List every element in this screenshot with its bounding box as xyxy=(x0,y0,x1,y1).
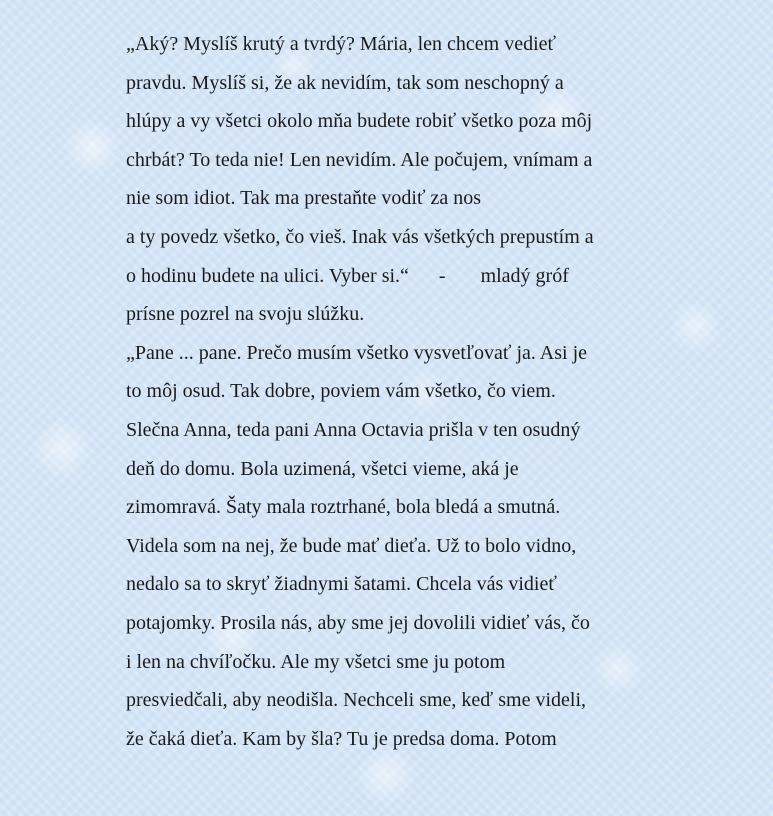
text-line: prísne pozrel na svoju slúžku. xyxy=(126,303,365,326)
text-line: deň do domu. Bola uzimená, všetci vieme, aká je xyxy=(126,457,519,480)
text-line: Videla som na nej, že bude mať dieťa. Už to bolo vidno, xyxy=(126,534,577,557)
document-page xyxy=(126,25,666,758)
text-line: „Pane ... pane. Prečo musím všetko vysvetľovať ja. Asi je xyxy=(126,341,588,364)
text-line: Slečna Anna, teda pani Anna Octavia prišla v ten osudný xyxy=(126,418,581,441)
text-line: pravdu. Myslíš si, že ak nevidím, tak som neschopný a xyxy=(126,71,564,94)
text-line: zimomravá. Šaty mala roztrhané, bola bledá a smutná. xyxy=(126,496,561,519)
text-line: chrbát? To teda nie! Len nevidím. Ale počujem, vnímam a xyxy=(126,148,593,171)
text-line: nie som idiot. Tak ma prestaňte vodiť za nos xyxy=(126,187,482,210)
text-line: nedalo sa to skryť žiadnymi šatami. Chcela vás vidieť xyxy=(126,573,557,596)
text-line: to môj osud. Tak dobre, poviem vám všetko, čo viem. xyxy=(126,380,556,403)
text-line: hlúpy a vy všetci okolo mňa budete robiť všetko poza môj xyxy=(126,110,593,133)
text-line: „Aký? Myslíš krutý a tvrdý? Mária, len chcem vedieť xyxy=(126,33,557,55)
text-line: a ty povedz všetko, čo vieš. Inak vás všetkých prepustím a xyxy=(126,225,594,248)
text-line: i len na chvíľočku. Ale my všetci sme ju potom xyxy=(126,650,506,673)
text-line: že čaká dieťa. Kam by šla? Tu je predsa doma. Potom xyxy=(126,727,557,750)
text-line: o hodinu budete na ulici. Vyber si.“ - mladý gróf xyxy=(126,264,569,287)
text-line: presviedčali, aby neodišla. Nechceli sme, keď sme videli, xyxy=(126,689,586,712)
text-line: potajomky. Prosila nás, aby sme jej dovolili vidieť vás, čo xyxy=(126,611,590,634)
